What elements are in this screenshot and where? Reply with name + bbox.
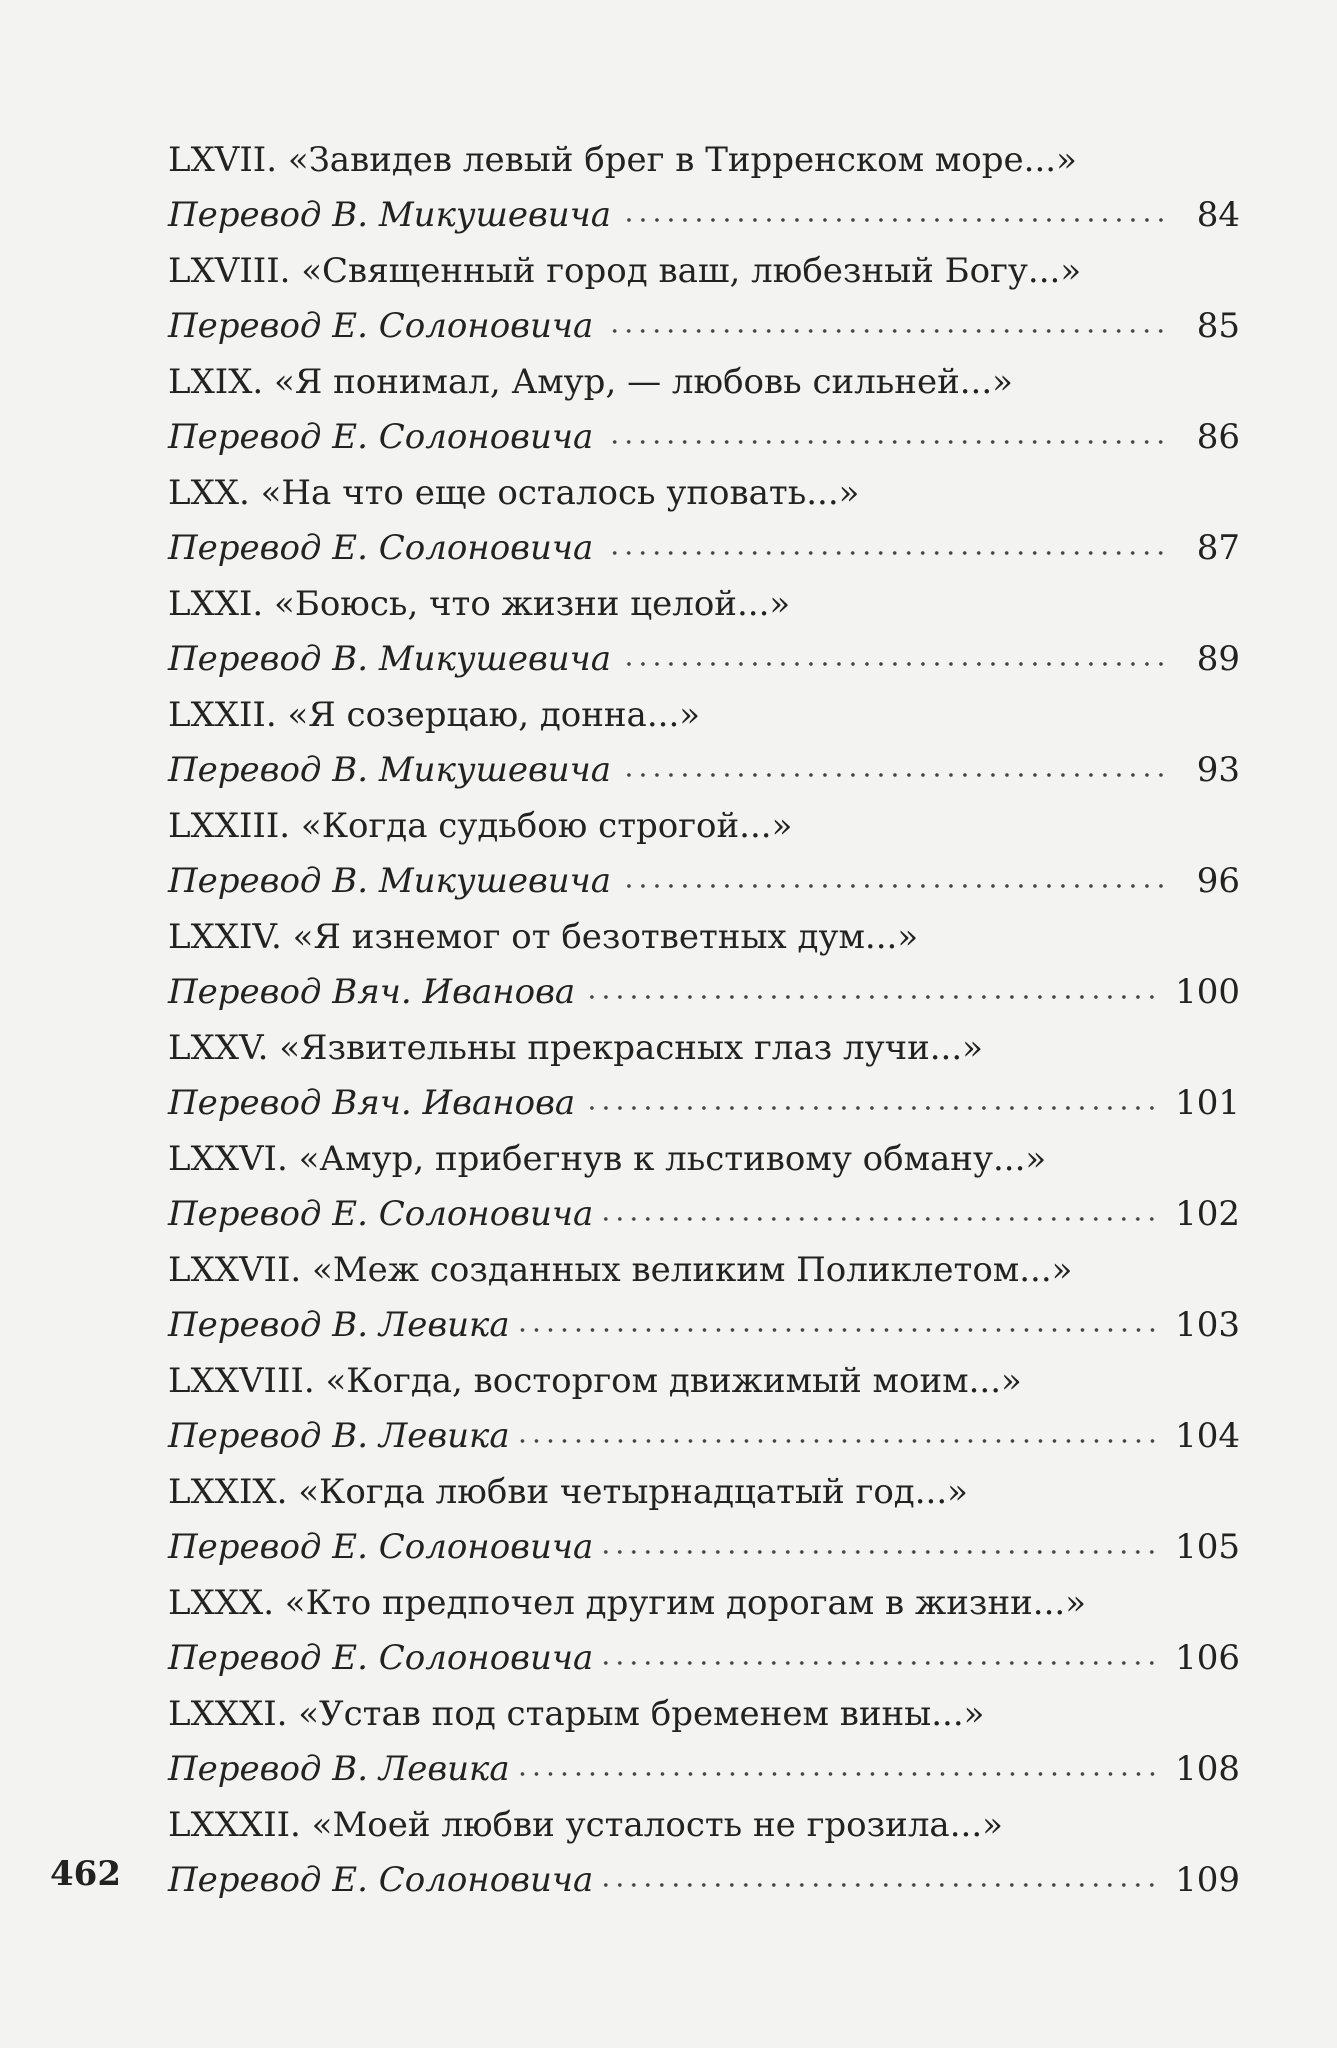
toc-entry bbox=[168, 909, 1240, 1020]
entry-translator: Перевод В. Микушевича bbox=[168, 750, 612, 790]
entry-translator-line bbox=[168, 188, 1240, 243]
entry-translator-line bbox=[168, 965, 1240, 1020]
entry-title: LXXIV. «Я изнемог от безответных дум...» bbox=[168, 917, 919, 957]
entry-title: LXXV. «Язвительны прекрасных глаз лучи...» bbox=[168, 1028, 983, 1068]
dot-leader bbox=[603, 549, 1168, 557]
entry-page-number: 104 bbox=[1175, 1416, 1240, 1456]
dot-leader bbox=[621, 660, 1168, 668]
entry-title: LXXI. «Боюсь, что жизни целой...» bbox=[168, 584, 791, 624]
entry-translator: Перевод В. Левика bbox=[168, 1416, 510, 1456]
toc-entry bbox=[168, 132, 1240, 243]
entry-page-number: 96 bbox=[1196, 861, 1240, 901]
dot-leader bbox=[585, 993, 1159, 1001]
dot-leader bbox=[520, 1770, 1159, 1778]
dot-leader bbox=[603, 1215, 1159, 1223]
entry-translator: Перевод Вяч. Иванова bbox=[168, 972, 576, 1012]
dot-leader bbox=[520, 1437, 1159, 1445]
dot-leader bbox=[520, 1326, 1159, 1334]
entry-page-number: 109 bbox=[1175, 1860, 1240, 1900]
entry-translator: Перевод В. Левика bbox=[168, 1749, 510, 1789]
entry-translator: Перевод Е. Солоновича bbox=[168, 1194, 594, 1234]
dot-leader bbox=[603, 1659, 1159, 1667]
entry-title: LXIX. «Я понимал, Амур, — любовь сильней...» bbox=[168, 362, 1013, 402]
dot-leader bbox=[621, 882, 1168, 890]
entry-translator-line bbox=[168, 1409, 1240, 1464]
dot-leader bbox=[603, 1881, 1159, 1889]
entry-title: LXXVIII. «Когда, восторгом движимый моим...» bbox=[168, 1361, 1022, 1401]
toc-entry bbox=[168, 354, 1240, 465]
entry-page-number: 89 bbox=[1196, 639, 1240, 679]
dot-leader bbox=[585, 1104, 1159, 1112]
entry-translator-line bbox=[168, 1076, 1240, 1131]
entry-page-number: 84 bbox=[1196, 195, 1240, 235]
toc-entry bbox=[168, 1353, 1240, 1464]
entry-title: LXVII. «Завидев левый брег в Тирренском море...» bbox=[168, 140, 1077, 180]
entry-translator-line bbox=[168, 1742, 1240, 1797]
entry-translator: Перевод В. Микушевича bbox=[168, 195, 612, 235]
entry-title: LXXIII. «Когда судьбою строгой...» bbox=[168, 806, 793, 846]
toc-entry bbox=[168, 687, 1240, 798]
entry-translator: Перевод Вяч. Иванова bbox=[168, 1083, 576, 1123]
entry-title: LXVIII. «Священный город ваш, любезный Богу...» bbox=[168, 251, 1082, 291]
entry-translator-line bbox=[168, 299, 1240, 354]
entry-translator: Перевод Е. Солоновича bbox=[168, 1860, 594, 1900]
entry-title: LXXIX. «Когда любви четырнадцатый год...» bbox=[168, 1472, 968, 1512]
entry-page-number: 105 bbox=[1175, 1527, 1240, 1567]
entry-page-number: 106 bbox=[1175, 1638, 1240, 1678]
entry-translator-line bbox=[168, 743, 1240, 798]
entry-translator: Перевод В. Левика bbox=[168, 1305, 510, 1345]
entry-translator-line bbox=[168, 521, 1240, 576]
entry-translator: Перевод Е. Солоновича bbox=[168, 1527, 594, 1567]
entry-page-number: 85 bbox=[1196, 306, 1240, 346]
entry-translator-line bbox=[168, 1853, 1240, 1908]
toc-entry bbox=[168, 1464, 1240, 1575]
entry-translator-line bbox=[168, 632, 1240, 687]
dot-leader bbox=[621, 216, 1168, 224]
entry-translator-line bbox=[168, 1187, 1240, 1242]
dot-leader bbox=[603, 1548, 1159, 1556]
entry-title: LXXVI. «Амур, прибегнув к льстивому обману...» bbox=[168, 1139, 1047, 1179]
toc-entry bbox=[168, 576, 1240, 687]
entry-translator-line bbox=[168, 1520, 1240, 1575]
entry-page-number: 108 bbox=[1175, 1749, 1240, 1789]
entry-page-number: 103 bbox=[1175, 1305, 1240, 1345]
entry-page-number: 102 bbox=[1175, 1194, 1240, 1234]
entry-translator: Перевод Е. Солоновича bbox=[168, 1638, 594, 1678]
toc-entry bbox=[168, 1020, 1240, 1131]
entry-title: LXX. «На что еще осталось уповать...» bbox=[168, 473, 860, 513]
entry-title: LXXXII. «Моей любви усталость не грозила...» bbox=[168, 1805, 1003, 1845]
entry-translator-line bbox=[168, 410, 1240, 465]
entry-title: LXXII. «Я созерцаю, донна...» bbox=[168, 695, 701, 735]
entry-page-number: 100 bbox=[1175, 972, 1240, 1012]
entry-page-number: 87 bbox=[1196, 528, 1240, 568]
toc-entry bbox=[168, 1575, 1240, 1686]
entry-translator: Перевод В. Микушевича bbox=[168, 639, 612, 679]
toc-entry bbox=[168, 243, 1240, 354]
entry-translator-line bbox=[168, 854, 1240, 909]
entry-translator: Перевод Е. Солоновича bbox=[168, 417, 594, 457]
toc-entry bbox=[168, 465, 1240, 576]
page-number: 462 bbox=[50, 1854, 121, 1894]
toc-entry bbox=[168, 798, 1240, 909]
dot-leader bbox=[621, 771, 1168, 779]
dot-leader bbox=[603, 327, 1168, 335]
entry-translator: Перевод В. Микушевича bbox=[168, 861, 612, 901]
entry-page-number: 86 bbox=[1196, 417, 1240, 457]
toc-entry bbox=[168, 1797, 1240, 1908]
dot-leader bbox=[603, 438, 1168, 446]
entry-translator: Перевод Е. Солоновича bbox=[168, 306, 594, 346]
toc-entry bbox=[168, 1242, 1240, 1353]
toc-entry bbox=[168, 1686, 1240, 1797]
entry-translator-line bbox=[168, 1298, 1240, 1353]
entry-page-number: 93 bbox=[1196, 750, 1240, 790]
entry-title: LXXVII. «Меж созданных великим Поликлетом...» bbox=[168, 1250, 1073, 1290]
table-of-contents bbox=[168, 132, 1240, 1908]
entry-page-number: 101 bbox=[1175, 1083, 1240, 1123]
toc-entry bbox=[168, 1131, 1240, 1242]
entry-title: LXXXI. «Устав под старым бременем вины...» bbox=[168, 1694, 985, 1734]
entry-translator: Перевод Е. Солоновича bbox=[168, 528, 594, 568]
entry-translator-line bbox=[168, 1631, 1240, 1686]
entry-title: LXXX. «Кто предпочел другим дорогам в жизни...» bbox=[168, 1583, 1087, 1623]
